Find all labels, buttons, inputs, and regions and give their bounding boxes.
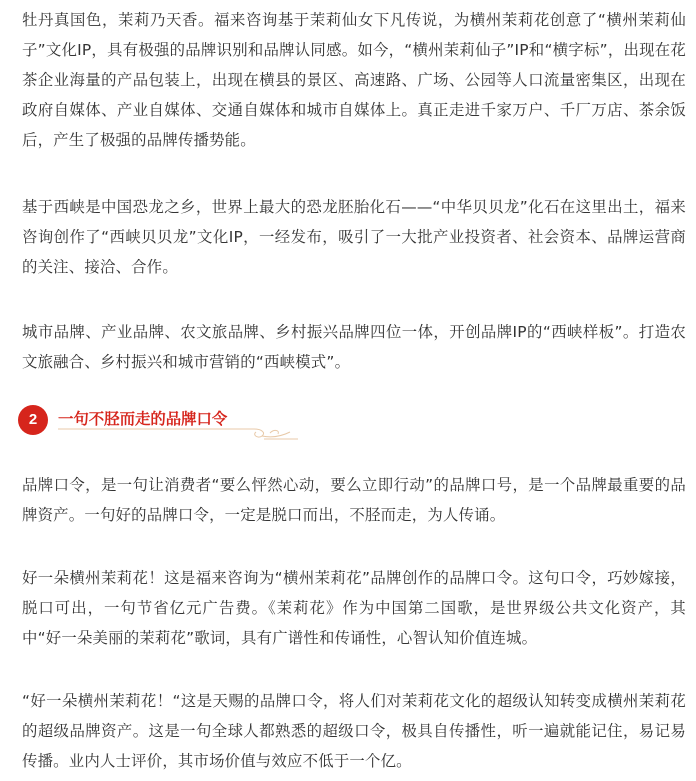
paragraph-jasmine-ip: 牡丹真国色，茉莉乃天香。福来咨询基于茉莉仙女下凡传说，为横州茉莉花创意了“横州茉莉仙子”文化IP，具有极强的品牌识别和品牌认同感。如今，“横州茉莉仙子”IP和“横字标”，出现在花茶企业海量的产品包装上，出现在横县的景区、高速路、广场、公园等人口流量密集区，出现在政府自媒体、产业自媒体、交通自媒体和城市自媒体上。真正走进千家万户、千厂万店、茶余饭后，产生了极强的品牌传播势能。 — [22, 11, 686, 149]
paragraph-xixia-dinosaur-ip: 基于西峡是中国恐龙之乡，世界上最大的恐龙胚胎化石——“中华贝贝龙”化石在这里出土，福来咨询创作了“西峡贝贝龙”文化IP，一经发布，吸引了一大批产业投资者、社会资本、品牌运营商的关注、接洽、合作。 — [22, 198, 686, 276]
paragraph-slogan-value: “好一朵横州茉莉花！“这是天赐的品牌口令，将人们对茉莉花文化的超级认知转变成横州茉莉花的超级品牌资产。这是一句全球人都熟悉的超级口令，极具自传播性，听一遍就能记住，易记易传播。业内人士评价，其市场价值与效应不低于一个亿。 — [22, 692, 686, 770]
section-heading — [18, 401, 288, 441]
paragraph-xixia-model: 城市品牌、产业品牌、农文旅品牌、乡村振兴品牌四位一体，开创品牌IP的“西峡样板”。打造农文旅融合、乡村振兴和城市营销的“西峡模式”。 — [22, 323, 686, 371]
section-title: 一句不胫而走的品牌口令 — [58, 410, 228, 428]
cloud-swirl-line-icon — [58, 423, 298, 441]
paragraph-jasmine-slogan: 好一朵横州茉莉花！这是福来咨询为“横州茉莉花”品牌创作的品牌口令。这句口令，巧妙嫁接，脱口可出，一句节省亿元广告费。《茉莉花》作为中国第二国歌，是世界级公共文化资产，其中“好一朵美丽的茉莉花”歌词，具有广谱性和传诵性，心智认知价值连城。 — [22, 569, 686, 647]
section-number-badge: 2 — [18, 405, 48, 435]
paragraph-brand-slogan-definition: 品牌口令，是一句让消费者“要么怦然心动，要么立即行动”的品牌口号，是一个品牌最重要的品牌资产。一句好的品牌口令，一定是脱口而出，不胫而走，为人传诵。 — [22, 476, 686, 524]
